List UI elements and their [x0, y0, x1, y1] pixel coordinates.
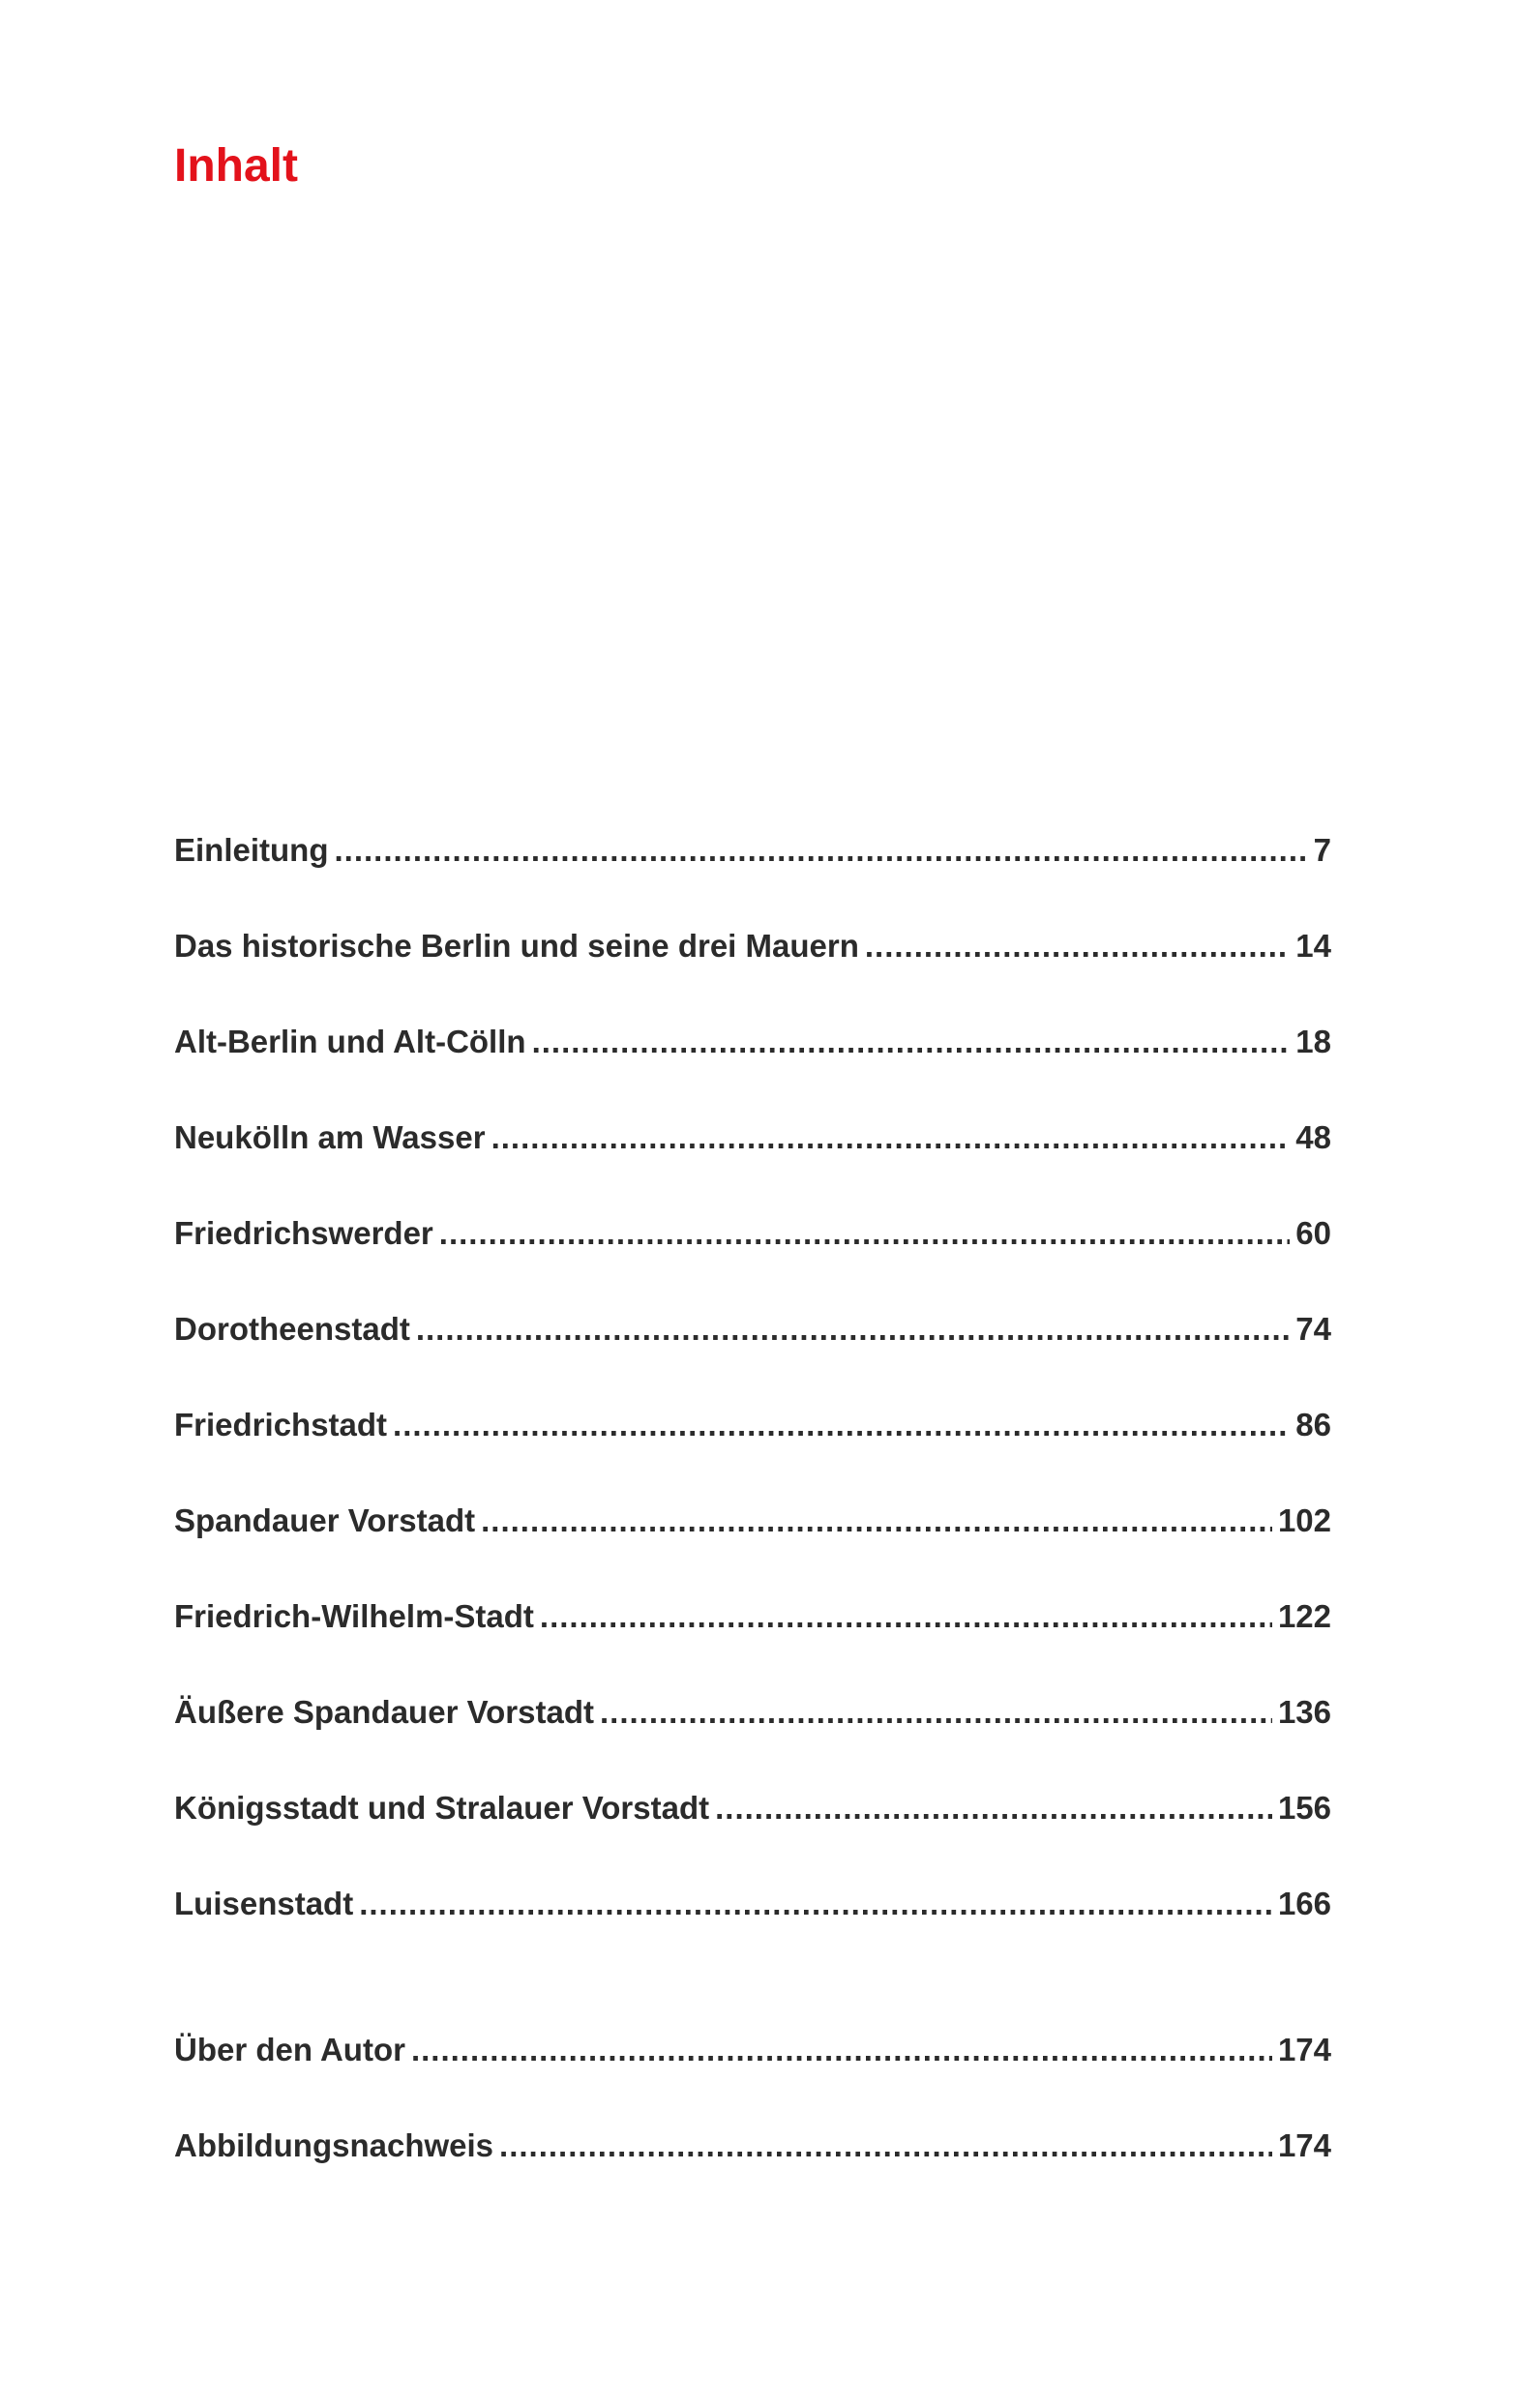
- toc-entry: [174, 1504, 1331, 1600]
- toc-entry: [174, 1313, 1331, 1409]
- toc-entry-label: Neukölln am Wasser: [174, 1119, 486, 1155]
- toc-entry: [174, 1026, 1331, 1121]
- toc-entry: [174, 930, 1331, 1026]
- toc-entry-label: Über den Autor: [174, 2032, 405, 2067]
- dot-leader: [865, 930, 1290, 962]
- toc-entry-label: Äußere Spandauer Vorstadt: [174, 1694, 594, 1730]
- toc-entry-page: 86: [1295, 1407, 1331, 1442]
- toc-entry: [174, 1409, 1331, 1504]
- dot-leader: [335, 834, 1308, 866]
- toc-entry-label: Einleitung: [174, 832, 329, 868]
- table-of-contents: [174, 834, 1331, 1983]
- toc-entry: [174, 834, 1331, 930]
- toc-entry-page: 48: [1295, 1119, 1331, 1155]
- dot-leader: [439, 1217, 1291, 1249]
- table-of-contents-appendix: [174, 2034, 1331, 2225]
- dot-leader: [359, 1888, 1272, 1919]
- page-title: Inhalt: [174, 140, 298, 192]
- dot-leader: [532, 1026, 1291, 1057]
- toc-entry-page: 174: [1277, 2032, 1331, 2067]
- toc-entry: [174, 1217, 1331, 1313]
- toc-entry-page: 18: [1295, 1024, 1331, 1059]
- toc-entry-label: Luisenstadt: [174, 1886, 354, 1921]
- toc-entry-label: Friedrich-Wilhelm-Stadt: [174, 1598, 534, 1634]
- toc-entry-label: Friedrichstadt: [174, 1407, 388, 1442]
- toc-entry-page: 166: [1277, 1886, 1331, 1921]
- toc-entry-page: 14: [1295, 928, 1331, 964]
- toc-entry-page: 136: [1277, 1694, 1331, 1730]
- dot-leader: [491, 1121, 1291, 1153]
- toc-entry-page: 7: [1313, 832, 1331, 868]
- toc-entry: [174, 1600, 1331, 1696]
- toc-entry-label: Spandauer Vorstadt: [174, 1502, 476, 1538]
- toc-entry-page: 74: [1295, 1311, 1331, 1347]
- toc-entry-label: Das historische Berlin und seine drei Mauern: [174, 928, 859, 964]
- toc-entry: [174, 2129, 1331, 2225]
- toc-entry-label: Königsstadt und Stralauer Vorstadt: [174, 1790, 710, 1826]
- toc-entry-label: Friedrichswerder: [174, 1215, 433, 1251]
- dot-leader: [600, 1696, 1272, 1728]
- toc-entry-page: 60: [1295, 1215, 1331, 1251]
- toc-entry-page: 156: [1277, 1790, 1331, 1826]
- dot-leader: [411, 2034, 1272, 2066]
- toc-entry-page: 174: [1277, 2127, 1331, 2163]
- toc-entry-label: Dorotheenstadt: [174, 1311, 410, 1347]
- dot-leader: [416, 1313, 1290, 1345]
- toc-entry-label: Alt-Berlin und Alt-Cölln: [174, 1024, 526, 1059]
- toc-entry: [174, 2034, 1331, 2129]
- dot-leader: [393, 1409, 1290, 1441]
- toc-entry-page: 102: [1277, 1502, 1331, 1538]
- dot-leader: [715, 1792, 1272, 1824]
- toc-entry-page: 122: [1277, 1598, 1331, 1634]
- dot-leader: [540, 1600, 1272, 1632]
- dot-leader: [481, 1504, 1272, 1536]
- toc-entry: [174, 1888, 1331, 1983]
- toc-entry: [174, 1121, 1331, 1217]
- toc-entry: [174, 1696, 1331, 1792]
- toc-entry: [174, 1792, 1331, 1888]
- dot-leader: [499, 2129, 1272, 2161]
- toc-entry-label: Abbildungsnachweis: [174, 2127, 494, 2163]
